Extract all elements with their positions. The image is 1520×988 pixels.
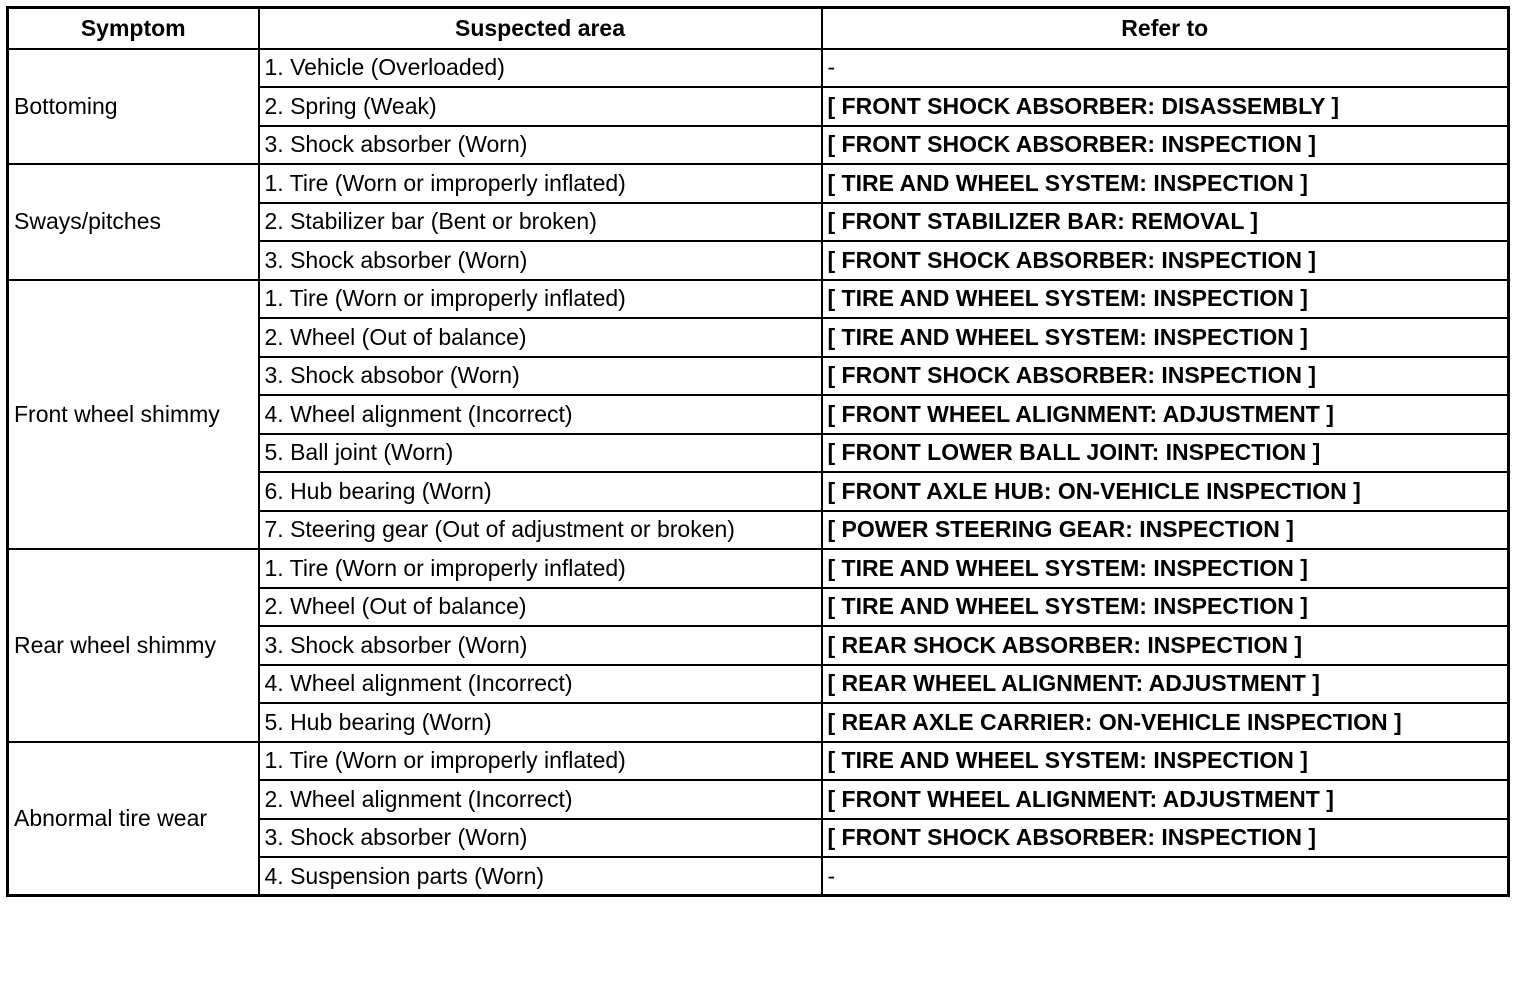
refer-to-cell: - — [822, 49, 1509, 88]
suspected-area-cell: 3. Shock absorber (Worn) — [259, 819, 822, 858]
refer-to-cell: [ FRONT AXLE HUB: ON-VEHICLE INSPECTION ] — [822, 472, 1509, 511]
suspected-area-cell: 1. Vehicle (Overloaded) — [259, 49, 822, 88]
header-refer-to: Refer to — [822, 8, 1509, 49]
suspected-area-cell: 2. Wheel alignment (Incorrect) — [259, 780, 822, 819]
refer-to-cell: [ TIRE AND WHEEL SYSTEM: INSPECTION ] — [822, 164, 1509, 203]
suspected-area-cell: 5. Hub bearing (Worn) — [259, 703, 822, 742]
suspected-area-cell: 3. Shock absobor (Worn) — [259, 357, 822, 396]
symptom-cell: Rear wheel shimmy — [8, 549, 259, 742]
suspected-area-cell: 1. Tire (Worn or improperly inflated) — [259, 280, 822, 319]
suspected-area-cell: 2. Wheel (Out of balance) — [259, 588, 822, 627]
symptom-cell: Front wheel shimmy — [8, 280, 259, 550]
refer-to-cell: [ FRONT SHOCK ABSORBER: INSPECTION ] — [822, 126, 1509, 165]
header-row — [8, 8, 1509, 49]
header-symptom: Symptom — [8, 8, 259, 49]
suspected-area-cell: 3. Shock absorber (Worn) — [259, 126, 822, 165]
suspected-area-cell: 3. Shock absorber (Worn) — [259, 626, 822, 665]
suspected-area-cell: 3. Shock absorber (Worn) — [259, 241, 822, 280]
refer-to-cell: - — [822, 857, 1509, 896]
refer-to-cell: [ FRONT SHOCK ABSORBER: INSPECTION ] — [822, 819, 1509, 858]
refer-to-cell: [ REAR WHEEL ALIGNMENT: ADJUSTMENT ] — [822, 665, 1509, 704]
suspected-area-cell: 7. Steering gear (Out of adjustment or broken) — [259, 511, 822, 550]
refer-to-cell: [ FRONT SHOCK ABSORBER: INSPECTION ] — [822, 241, 1509, 280]
table-body — [8, 49, 1509, 896]
refer-to-cell: [ FRONT SHOCK ABSORBER: INSPECTION ] — [822, 357, 1509, 396]
refer-to-cell: [ FRONT LOWER BALL JOINT: INSPECTION ] — [822, 434, 1509, 473]
table-row — [8, 742, 1509, 781]
refer-to-cell: [ TIRE AND WHEEL SYSTEM: INSPECTION ] — [822, 318, 1509, 357]
suspected-area-cell: 4. Wheel alignment (Incorrect) — [259, 665, 822, 704]
suspected-area-cell: 2. Spring (Weak) — [259, 87, 822, 126]
suspected-area-cell: 6. Hub bearing (Worn) — [259, 472, 822, 511]
refer-to-cell: [ TIRE AND WHEEL SYSTEM: INSPECTION ] — [822, 742, 1509, 781]
symptom-cell: Abnormal tire wear — [8, 742, 259, 896]
refer-to-cell: [ POWER STEERING GEAR: INSPECTION ] — [822, 511, 1509, 550]
refer-to-cell: [ TIRE AND WHEEL SYSTEM: INSPECTION ] — [822, 588, 1509, 627]
table-row — [8, 549, 1509, 588]
suspected-area-cell: 4. Suspension parts (Worn) — [259, 857, 822, 896]
refer-to-cell: [ FRONT STABILIZER BAR: REMOVAL ] — [822, 203, 1509, 242]
suspected-area-cell: 1. Tire (Worn or improperly inflated) — [259, 742, 822, 781]
refer-to-cell: [ REAR SHOCK ABSORBER: INSPECTION ] — [822, 626, 1509, 665]
suspected-area-cell: 2. Stabilizer bar (Bent or broken) — [259, 203, 822, 242]
refer-to-cell: [ FRONT WHEEL ALIGNMENT: ADJUSTMENT ] — [822, 780, 1509, 819]
table-row — [8, 280, 1509, 319]
refer-to-cell: [ FRONT WHEEL ALIGNMENT: ADJUSTMENT ] — [822, 395, 1509, 434]
suspected-area-cell: 1. Tire (Worn or improperly inflated) — [259, 164, 822, 203]
suspected-area-cell: 4. Wheel alignment (Incorrect) — [259, 395, 822, 434]
troubleshooting-table — [6, 6, 1510, 897]
table-row — [8, 49, 1509, 88]
suspected-area-cell: 5. Ball joint (Worn) — [259, 434, 822, 473]
header-suspected-area: Suspected area — [259, 8, 822, 49]
refer-to-cell: [ TIRE AND WHEEL SYSTEM: INSPECTION ] — [822, 549, 1509, 588]
symptom-cell: Bottoming — [8, 49, 259, 165]
refer-to-cell: [ TIRE AND WHEEL SYSTEM: INSPECTION ] — [822, 280, 1509, 319]
refer-to-cell: [ REAR AXLE CARRIER: ON-VEHICLE INSPECTION ] — [822, 703, 1509, 742]
suspected-area-cell: 2. Wheel (Out of balance) — [259, 318, 822, 357]
table-row — [8, 164, 1509, 203]
refer-to-cell: [ FRONT SHOCK ABSORBER: DISASSEMBLY ] — [822, 87, 1509, 126]
suspected-area-cell: 1. Tire (Worn or improperly inflated) — [259, 549, 822, 588]
symptom-cell: Sways/pitches — [8, 164, 259, 280]
